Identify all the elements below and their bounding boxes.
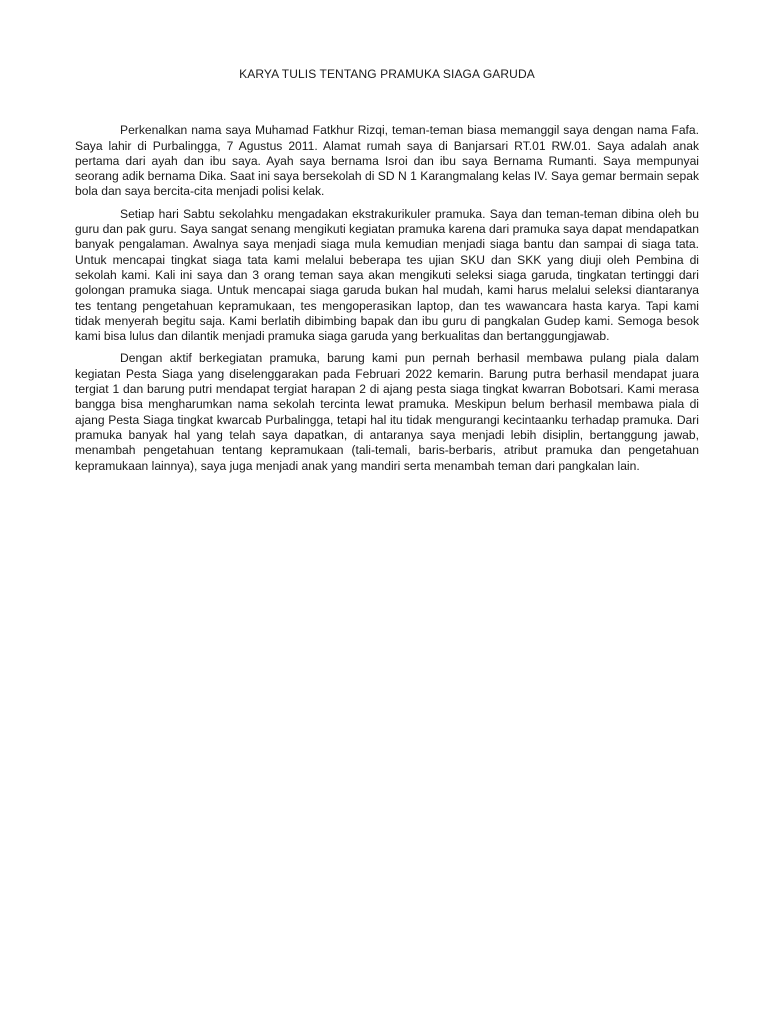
paragraph-scouting-activities: Setiap hari Sabtu sekolahku mengadakan ekstrakurikuler pramuka. Saya dan teman-teman dibina oleh bu guru dan pak guru. Saya sangat senang mengikuti kegiatan pramuka karena dari pramuka saya dapat mendapatkan banyak pengalaman. Awalnya saya menjadi siaga mula kemudian menjadi siaga bantu dan sampai di siaga tata. Untuk mencapai tingkat siaga tata kami melalui beberapa tes ujian SKU dan SKK yang diuji oleh Pembina di sekolah kami. Kali ini saya dan 3 orang teman saya akan mengikuti seleksi siaga garuda, tingkatan tertinggi dari golongan pramuka siaga. Untuk mencapai siaga garuda bukan hal mudah, kami harus melalui seleksi diantaranya tes tentang pengetahuan kepramukaan, tes mengoperasikan laptop, dan tes wawancara hasta karya. Tapi kami tidak menyerah begitu saja. Kami berlatih dibimbing bapak dan ibu guru di pangkalan Gudep kami. Semoga besok kami bisa lulus dan dilantik menjadi pramuka siaga garuda yang berkualitas dan bertanggungjawab. [75, 206, 699, 344]
document-title: KARYA TULIS TENTANG PRAMUKA SIAGA GARUDA [239, 67, 535, 81]
paragraph-introduction: Perkenalkan nama saya Muhamad Fatkhur Rizqi, teman-teman biasa memanggil saya dengan nama Fafa. Saya lahir di Purbalingga, 7 Agustus 2011. Alamat rumah saya di Banjarsari RT.01 RW.01. Saya adalah anak pertama dari ayah dan ibu saya. Ayah saya bernama Isroi dan ibu saya Bernama Rumanti. Saya mempunyai seorang adik bernama Dika. Saat ini saya bersekolah di SD N 1 Karangmalang kelas IV. Saya gemar bermain sepak bola dan saya bercita-cita menjadi polisi kelak. [75, 123, 699, 199]
paragraph-achievements: Dengan aktif berkegiatan pramuka, barung kami pun pernah berhasil membawa pulang piala dalam kegiatan Pesta Siaga yang diselenggarakan pada Februari 2022 kemarin. Barung putra berhasil mendapat juara tergiat 1 dan barung putri mendapat tergiat harapan 2 di ajang pesta siaga tingkat kwarran Bobotsari. Kami merasa bangga bisa mengharumkan nama sekolah tercinta lewat pramuka. Meskipun belum berhasil membawa piala di ajang Pesta Siaga tingkat kwarcab Purbalingga, tetapi hal itu tidak mengurangi kecintaanku terhadap pramuka. Dari pramuka banyak hal yang telah saya dapatkan, di antaranya saya menjadi lebih disiplin, bertanggung jawab, menambah pengetahuan tentang kepramukaan (tali-temali, baris-berbaris, atribut pramuka dan pengetahuan kepramukaan lainnya), saya juga menjadi anak yang mandiri serta menambah teman dari pangkalan lain. [75, 351, 699, 473]
